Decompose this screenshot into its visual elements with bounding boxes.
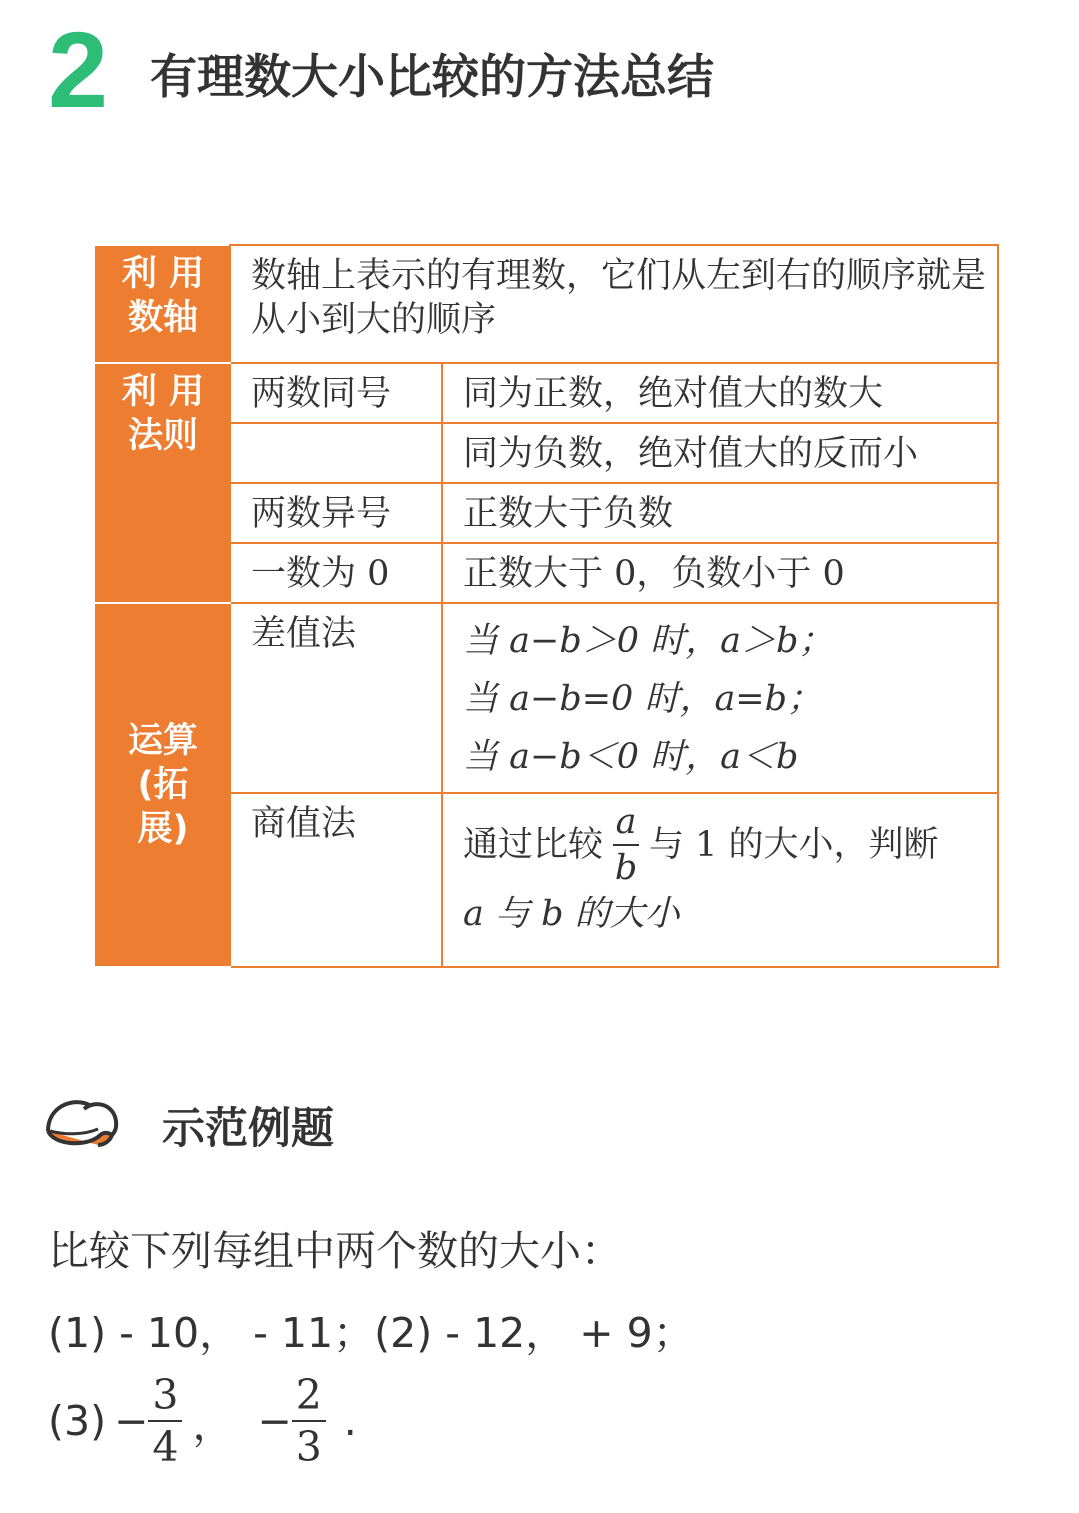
example-heading [44, 1094, 334, 1156]
row-header-operations: 运算 (拓 展) [96, 603, 230, 967]
rule-cell: 同为负数，绝对值大的反而小 [442, 423, 998, 483]
table-row [96, 793, 998, 967]
fraction-denominator: b [614, 848, 638, 888]
row-header-number-line: 利 用 数轴 [96, 245, 230, 363]
problem-intro: 比较下列每组中两个数的大小： [48, 1227, 622, 1275]
chestnut-icon [44, 1095, 120, 1155]
comparison-methods-table [95, 244, 999, 968]
case-cell [230, 423, 442, 483]
rule-line: 当 a−b＞0 时，a＞b； [463, 621, 834, 661]
fraction-numerator: a [615, 802, 637, 842]
fraction-denominator: 3 [295, 1423, 322, 1471]
table-row [96, 245, 998, 363]
fraction-denominator: 4 [152, 1423, 179, 1471]
table-row [96, 363, 998, 423]
row-header-rules: 利 用 法则 [96, 363, 230, 603]
fraction-two-thirds [292, 1372, 326, 1470]
fraction-a-over-b [613, 802, 639, 888]
separator: ， [192, 1400, 234, 1449]
period: . [343, 1397, 357, 1445]
fraction-bar [148, 1420, 182, 1422]
section-title: 有理数大小比较的方法总结 [150, 50, 714, 105]
case-cell: 商值法 [230, 793, 442, 967]
minus-sign: − [257, 1397, 292, 1445]
fraction-bar [292, 1420, 326, 1422]
rule-line: 当 a−b=0 时，a=b； [463, 679, 823, 719]
fraction-numerator: 2 [295, 1371, 322, 1419]
case-cell: 两数同号 [230, 363, 442, 423]
rule-prefix: 通过比较 [463, 825, 604, 865]
problem-line-1: (1) - 10， - 11；(2) - 12， + 9； [48, 1309, 694, 1357]
case-cell: 差值法 [230, 603, 442, 793]
fraction-numerator: 3 [152, 1371, 179, 1419]
problem-line-3 [48, 1372, 357, 1470]
quotient-method-rule [442, 793, 998, 967]
table-row [96, 423, 998, 483]
case-cell: 一数为 0 [230, 543, 442, 603]
rule-cell: 正数大于负数 [442, 483, 998, 543]
rule-line: 当 a−b＜0 时，a＜b [463, 737, 799, 777]
table-row [96, 543, 998, 603]
example-title: 示范例题 [162, 1103, 334, 1154]
table-row [96, 603, 998, 793]
rule-cell: 同为正数，绝对值大的数大 [442, 363, 998, 423]
number-line-description: 数轴上表示的有理数，它们从左到右的顺序就是从小到大的顺序 [230, 245, 998, 363]
case-cell: 两数异号 [230, 483, 442, 543]
problem-label: (3) [48, 1397, 107, 1445]
rule-cell: 正数大于 0，负数小于 0 [442, 543, 998, 603]
difference-method-rules [442, 603, 998, 793]
fraction-three-quarters [148, 1372, 182, 1470]
rule-line: a 与 b 的大小 [463, 894, 680, 934]
fraction-bar [613, 844, 639, 846]
rule-line [463, 802, 989, 888]
table-row [96, 483, 998, 543]
rule-suffix: 与 1 的大小，判断 [649, 825, 939, 865]
minus-sign: − [114, 1397, 149, 1445]
section-number: 2 [48, 9, 109, 130]
